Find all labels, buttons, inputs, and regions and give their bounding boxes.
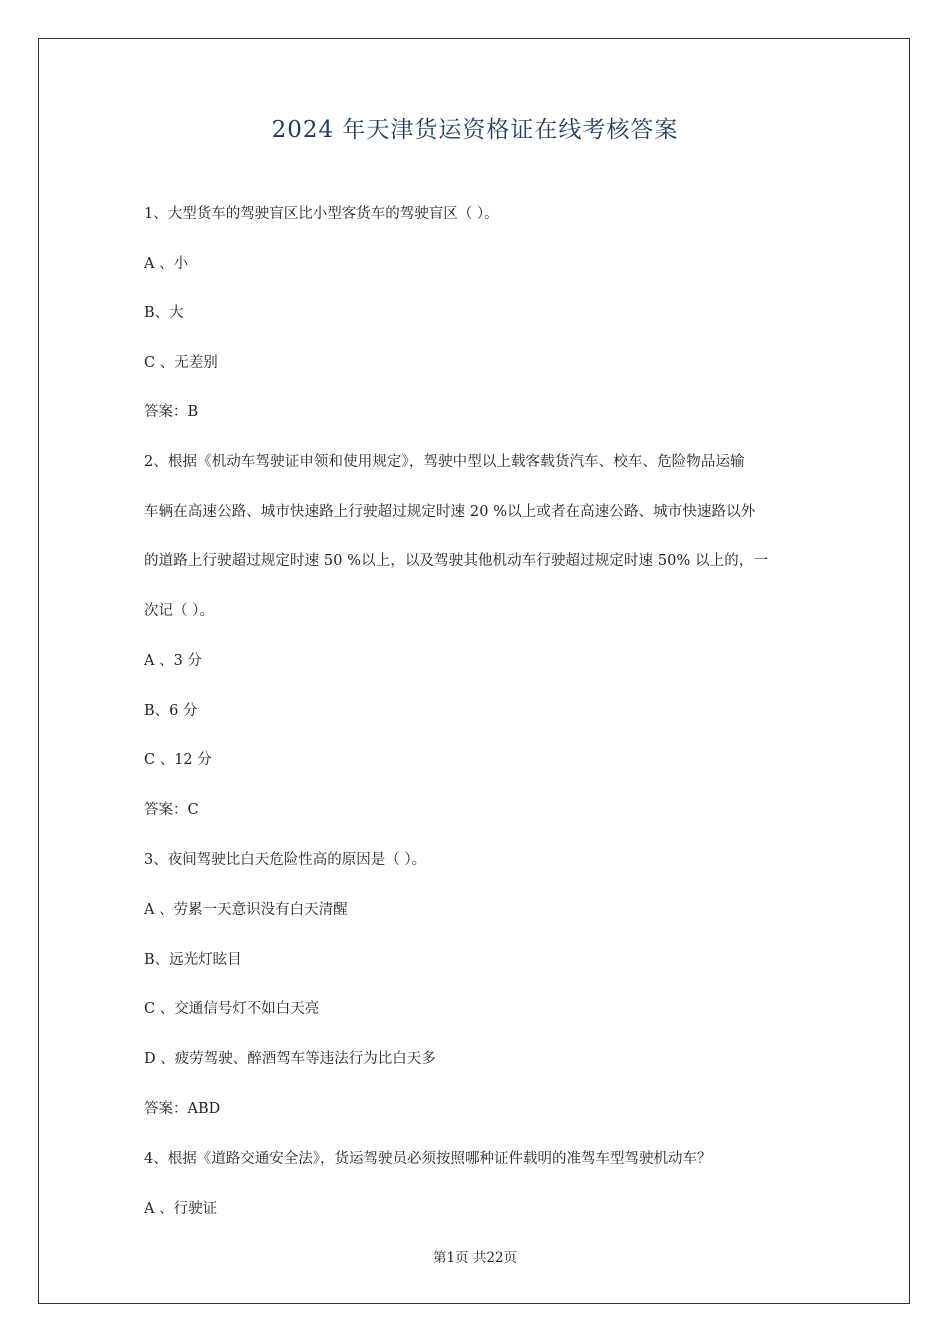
question-3-option-d: D 、疲劳驾驶、醉酒驾车等违法行为比白天多 [144, 1051, 436, 1067]
question-4-option-a: A 、行驶证 [144, 1201, 218, 1217]
question-2-option-b: B、6 分 [144, 703, 198, 719]
question-3-option-a: A 、劳累一天意识没有白天清醒 [144, 902, 348, 918]
question-2-text-line-3: 的道路上行驶超过规定时速 50 %以上，以及驾驶其他机动车行驶超过规定时速 50% 以上的，一 [144, 553, 769, 569]
question-3-answer: 答案：ABD [144, 1101, 221, 1117]
question-2-text-line-1: 2、根据《机动车驾驶证申领和使用规定》，驾驶中型以上载客载货汽车、校车、危险物品运输 [144, 454, 745, 470]
document-title: 2024 年天津货运资格证在线考核答案 [271, 117, 679, 143]
question-3-option-c: C 、交通信号灯不如白天亮 [144, 1001, 320, 1017]
question-1-option-c: C 、无差别 [144, 355, 218, 371]
page-number-footer: 第1页 共22页 [432, 1250, 518, 1266]
question-2-answer: 答案：C [144, 802, 199, 818]
question-1-answer: 答案：B [144, 404, 199, 420]
question-3-option-b: B、远光灯眩目 [144, 952, 242, 968]
question-1-text: 1、大型货车的驾驶盲区比小型客货车的驾驶盲区（ ）。 [144, 206, 499, 222]
question-1-option-b: B、大 [144, 305, 184, 321]
question-2-option-a: A 、3 分 [144, 653, 202, 669]
question-1-option-a: A 、小 [144, 256, 189, 272]
question-4-text: 4、根据《道路交通安全法》，货运驾驶员必须按照哪种证件载明的准驾车型驾驶机动车？ [144, 1151, 712, 1167]
question-2-option-c: C 、12 分 [144, 752, 212, 768]
question-3-text: 3、夜间驾驶比白天危险性高的原因是（ ）。 [144, 852, 427, 868]
question-2-text-line-2: 车辆在高速公路、城市快速路上行驶超过规定时速 20 %以上或者在高速公路、城市快速路以外 [144, 504, 756, 520]
question-2-text-line-4: 次记（ ）。 [144, 603, 214, 619]
